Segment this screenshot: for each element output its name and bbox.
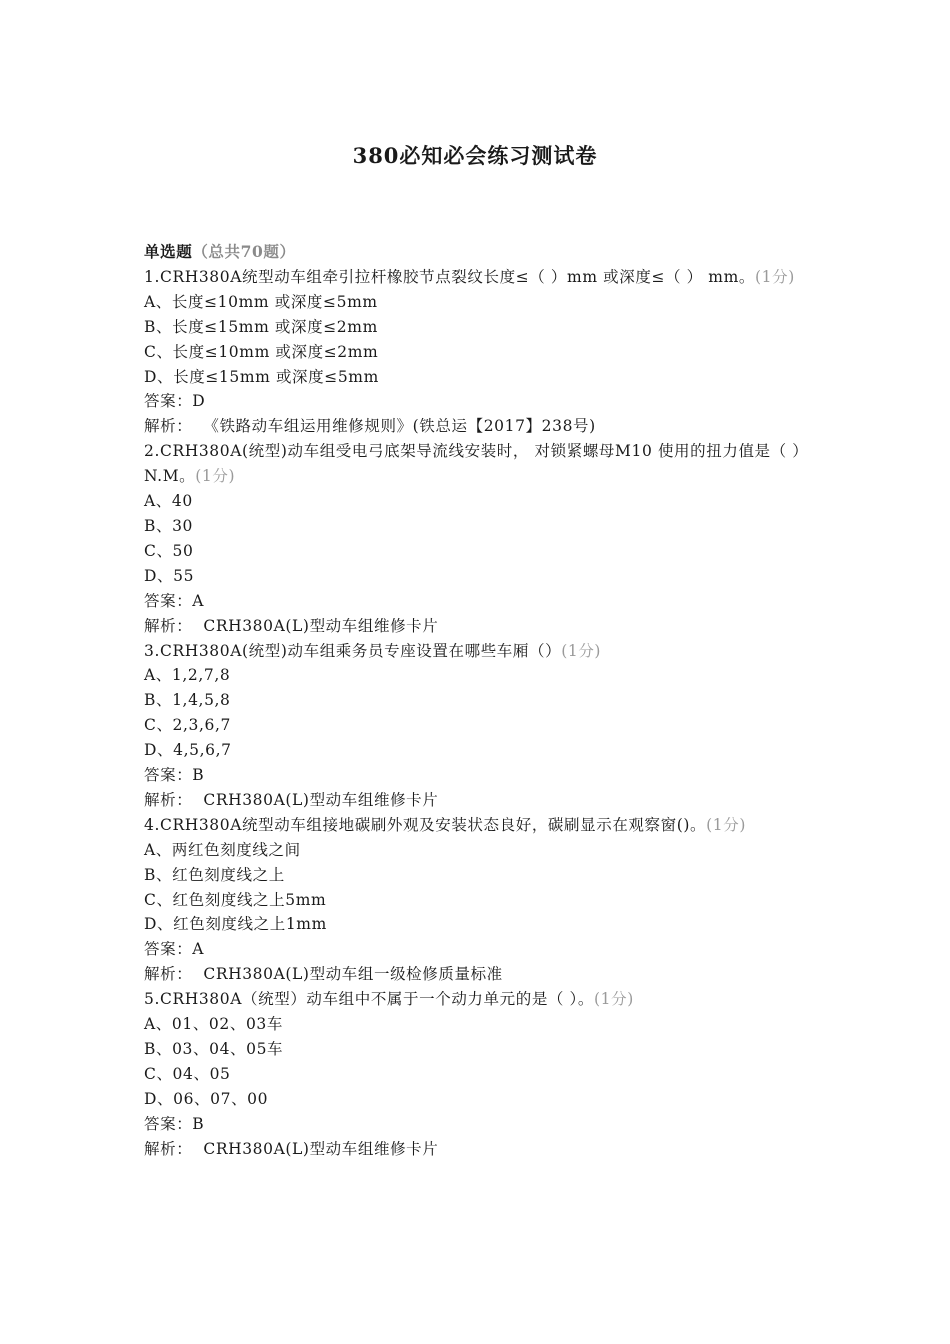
answer-option: B、长度≤15mm 或深度≤2mm xyxy=(144,317,378,336)
question-stem xyxy=(144,987,804,1012)
page-title: 380必知必会练习测试卷 xyxy=(352,143,598,168)
answer-option: B、03、04、05车 xyxy=(144,1040,284,1058)
answer-option: D、红色刻度线之上1mm xyxy=(144,915,327,934)
question-item xyxy=(144,639,824,813)
question-item xyxy=(144,813,824,987)
question-score: (1分) xyxy=(594,990,634,1009)
answer-option: B、30 xyxy=(144,516,194,535)
answer-option: A、1,2,7,8 xyxy=(144,666,231,685)
question-list xyxy=(144,240,824,1162)
answer-option: A、两红色刻度线之间 xyxy=(144,840,301,859)
answer-analysis: 解析： CRH380A(L)型动车组维修卡片 xyxy=(144,616,439,635)
question-stem xyxy=(144,639,804,664)
answer-option: B、红色刻度线之上 xyxy=(144,865,285,884)
question-text: 5.CRH380A（统型）动车组中不属于一个动力单元的是（ ）。 xyxy=(144,990,594,1009)
question-score: (1分) xyxy=(706,815,746,834)
answer-option: A、01、02、03车 xyxy=(144,1015,283,1034)
answer-analysis: 解析： CRH380A(L)型动车组维修卡片 xyxy=(144,1139,439,1158)
answer-option: A、长度≤10mm 或深度≤5mm xyxy=(144,292,378,311)
question-text: 4.CRH380A统型动车组接地碳刷外观及安装状态良好，碳刷显示在观察窗()。 xyxy=(144,815,707,834)
question-item xyxy=(144,265,824,439)
answer-option: C、长度≤10mm 或深度≤2mm xyxy=(144,342,379,361)
section-heading xyxy=(144,240,824,265)
section-title: 单选题 xyxy=(144,242,193,261)
answer-option: C、红色刻度线之上5mm xyxy=(144,890,327,909)
answer-analysis: 解析： CRH380A(L)型动车组维修卡片 xyxy=(144,790,439,809)
answer-key: 答案：A xyxy=(144,591,205,610)
answer-option: C、2,3,6,7 xyxy=(144,716,231,735)
question-stem xyxy=(144,813,804,838)
answer-option: D、06、07、00 xyxy=(144,1089,269,1108)
answer-key: 答案：A xyxy=(144,940,205,959)
question-text: 1.CRH380A统型动车组牵引拉杆橡胶节点裂纹长度≤（ ）mm 或深度≤（ ） mm。 xyxy=(144,267,755,286)
answer-option: D、长度≤15mm 或深度≤5mm xyxy=(144,367,379,386)
answer-option: C、50 xyxy=(144,541,194,560)
question-text: 3.CRH380A(统型)动车组乘务员专座设置在哪些车厢（） xyxy=(144,641,562,660)
question-text: 2.CRH380A(统型)动车组受电弓底架导流线安装时， 对锁紧螺母M10 使用的扭力值是（ ）N.M。 xyxy=(144,442,801,486)
answer-analysis: 解析： 《铁路动车组运用维修规则》(铁总运【2017】238号) xyxy=(144,417,596,436)
answer-key: 答案：D xyxy=(144,392,206,411)
answer-option: C、04、05 xyxy=(144,1064,231,1083)
question-score: (1分) xyxy=(561,641,602,660)
question-item xyxy=(144,439,824,638)
answer-key: 答案：B xyxy=(144,766,205,785)
answer-option: D、4,5,6,7 xyxy=(144,741,232,760)
answer-option: A、40 xyxy=(144,492,193,511)
answer-option: D、55 xyxy=(144,566,195,585)
question-score: (1分) xyxy=(195,467,236,486)
section-count: （总共70题） xyxy=(192,242,296,261)
answer-key: 答案：B xyxy=(144,1114,205,1133)
question-stem xyxy=(144,265,804,290)
question-score: (1分) xyxy=(755,267,795,286)
question-item xyxy=(144,987,824,1161)
answer-option: B、1,4,5,8 xyxy=(144,691,231,710)
answer-analysis: 解析： CRH380A(L)型动车组一级检修质量标准 xyxy=(144,965,503,984)
question-stem xyxy=(144,439,804,489)
